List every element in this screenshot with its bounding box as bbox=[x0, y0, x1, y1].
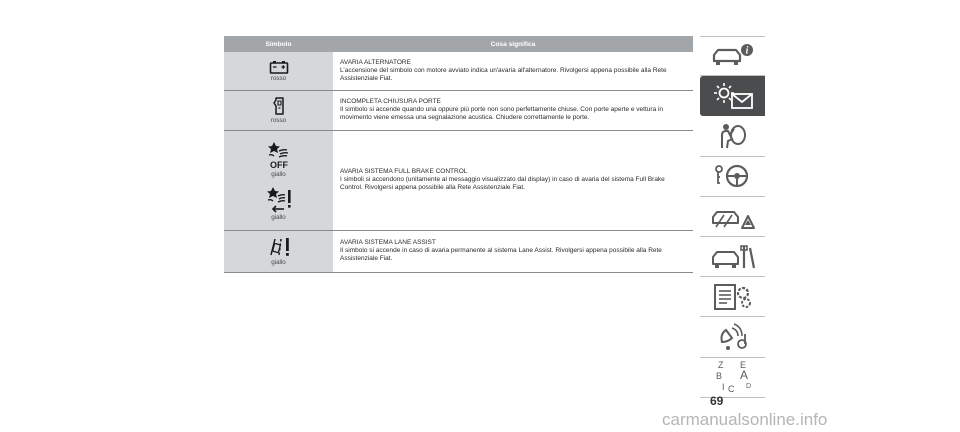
watermark-text: carmanualsonline.info bbox=[662, 410, 828, 429]
header-symbol: Simbolo bbox=[224, 36, 333, 52]
index-letter: E bbox=[739, 360, 746, 371]
door-open-icon bbox=[272, 96, 286, 116]
table-row bbox=[224, 130, 693, 230]
nav-item-technical-data[interactable] bbox=[700, 277, 765, 317]
row-title: AVARIA SISTEMA FULL BRAKE CONTROL bbox=[340, 168, 468, 175]
row-text: Il simbolo si accende in caso di avaria permanente al sistema Lane Assist. Rivolgersi appena possibile alla Rete Assistenziale Fiat. bbox=[340, 247, 662, 262]
index-letter: C bbox=[727, 384, 734, 395]
technical-data-icon bbox=[710, 282, 756, 312]
index-letter: D bbox=[745, 383, 751, 391]
car-service-tools-icon bbox=[710, 242, 756, 272]
multimedia-icon bbox=[710, 322, 756, 352]
row-text: Il simbolo si accende quando una oppure più porte non sono perfettamente chiuse. Con porte aperte e vettura in movimento viene emessa una segnalazione acustica. Chiudere correttamente le porte. bbox=[340, 106, 664, 121]
table-header-row bbox=[224, 36, 693, 52]
steering-wheel-key-icon bbox=[710, 161, 756, 191]
symbol-color-label: giallo bbox=[271, 213, 286, 221]
battery-icon bbox=[269, 60, 289, 74]
description-cell bbox=[333, 230, 693, 272]
header-meaning: Cosa significa bbox=[333, 36, 693, 52]
nav-item-starting-driving[interactable] bbox=[700, 157, 765, 197]
full-brake-off-icon bbox=[265, 140, 293, 170]
row-text: I simboli si accendono (unitamente al messaggio visualizzato dal display) in caso di avaria del sistema Full Brake Control. Rivolgersi appena possibile alla Rete Assistenziale Fiat. bbox=[340, 176, 665, 191]
symbol-color-label: rosso bbox=[270, 74, 287, 82]
nav-item-emergency[interactable] bbox=[700, 197, 765, 237]
nav-item-warning-lights[interactable] bbox=[700, 76, 765, 116]
symbol-color-label: giallo bbox=[271, 170, 286, 178]
page-number: 69 bbox=[710, 394, 724, 408]
description-cell bbox=[333, 90, 693, 130]
symbol-cell bbox=[224, 230, 333, 272]
lane-assist-fault-icon bbox=[267, 236, 291, 258]
warning-lights-table bbox=[224, 36, 693, 273]
row-text: L’accensione del simbolo con motore avviato indica un'avaria all'alternatore. Rivolgersi appena possibile alla Rete Assistenziale Fiat. bbox=[340, 66, 667, 82]
row-title: AVARIA ALTERNATORE bbox=[340, 58, 411, 66]
table-row bbox=[224, 52, 693, 90]
symbol-color-label: giallo bbox=[271, 259, 286, 266]
description-cell bbox=[333, 52, 693, 90]
car-info-icon bbox=[710, 41, 756, 71]
nav-item-maintenance[interactable] bbox=[700, 237, 765, 277]
symbol-cell bbox=[224, 90, 333, 130]
full-brake-fault-icon bbox=[264, 185, 294, 213]
symbol-cell bbox=[224, 130, 333, 230]
nav-item-multimedia[interactable] bbox=[700, 317, 765, 357]
table-row bbox=[224, 230, 693, 272]
off-badge: OFF bbox=[269, 159, 288, 170]
safety-airbag-icon bbox=[710, 121, 756, 151]
svg-text:i: i bbox=[745, 45, 748, 57]
index-letter: Z bbox=[717, 360, 723, 371]
nav-item-car-info[interactable] bbox=[700, 36, 765, 76]
symbol-cell bbox=[224, 52, 333, 90]
row-title: INCOMPLETA CHIUSURA PORTE bbox=[340, 98, 441, 105]
index-letter: I bbox=[721, 382, 725, 393]
nav-item-safety[interactable] bbox=[700, 116, 765, 156]
row-title: AVARIA SISTEMA LANE ASSIST bbox=[340, 239, 436, 246]
chapter-nav bbox=[700, 36, 765, 398]
symbol-color-label: rosso bbox=[270, 117, 287, 124]
warning-light-mail-icon bbox=[710, 81, 756, 111]
description-cell bbox=[333, 130, 693, 230]
index-letter: A bbox=[739, 368, 748, 383]
nav-item-index[interactable] bbox=[700, 358, 765, 398]
index-letter: B bbox=[715, 371, 722, 382]
table-row bbox=[224, 90, 693, 130]
car-emergency-icon bbox=[710, 201, 756, 231]
index-letters-icon bbox=[710, 359, 756, 395]
